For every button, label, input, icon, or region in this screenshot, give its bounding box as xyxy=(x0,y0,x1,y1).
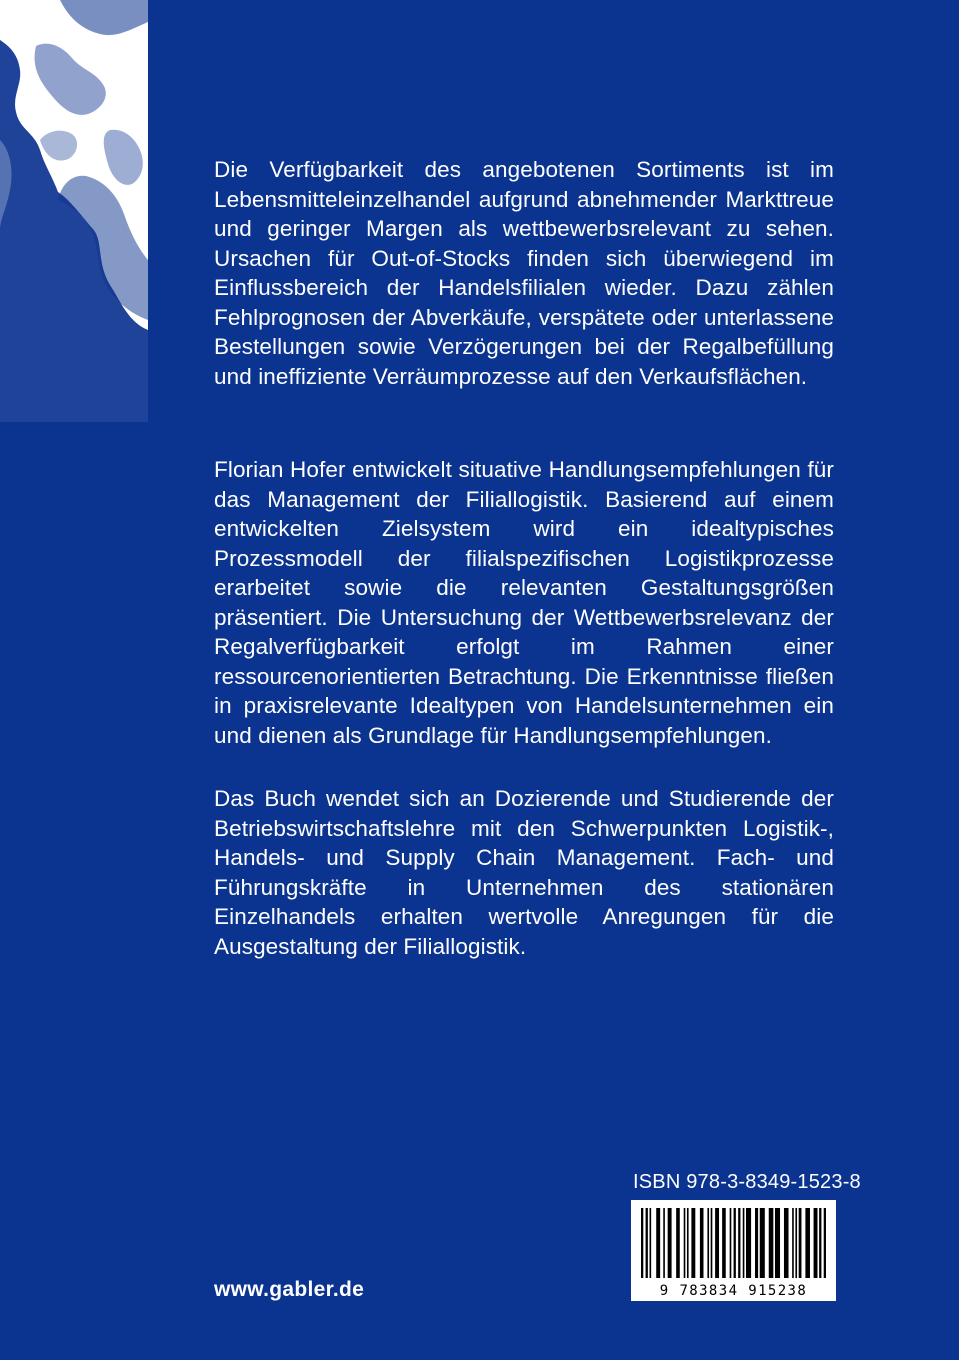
barcode-bar xyxy=(684,1208,686,1278)
barcode-bar xyxy=(819,1208,821,1278)
publisher-website: www.gabler.de xyxy=(214,1278,365,1301)
barcode-bar xyxy=(769,1208,774,1278)
barcode-bar xyxy=(824,1208,826,1278)
barcode-bar xyxy=(656,1208,660,1278)
barcode-bar xyxy=(792,1208,794,1278)
barcode-bar xyxy=(700,1208,704,1278)
barcode-bar xyxy=(691,1208,695,1278)
barcode-bar xyxy=(650,1208,652,1278)
barcode-bar xyxy=(799,1208,802,1278)
barcode-bar xyxy=(707,1208,709,1278)
barcode-bar xyxy=(784,1208,789,1278)
description-paragraph-1: Die Verfügbarkeit des angebotenen Sortiments ist im Lebensmitteleinzelhandel aufgrund abnehmender Markttreue und geringer Margen als wettbewerbsrelevant zu sehen. Ursachen für Out-of-Stocks finden sich überwiegend im Einflussbereich der Handelsfilialen wieder. Dazu zählen Fehlprognosen der Abverkäufe, verspätete oder unterlassene Bestellungen sowie Verzögerungen bei der Regalbefüllung und ineffiziente Verräumprozesse auf den Verkaufsflächen. xyxy=(214,157,834,389)
barcode-bar xyxy=(795,1208,797,1278)
barcode-bar xyxy=(687,1208,689,1278)
barcode-bar xyxy=(722,1208,726,1278)
barcode-bar xyxy=(641,1208,643,1278)
barcode-bar xyxy=(668,1208,672,1278)
barcode-bar xyxy=(646,1208,648,1278)
barcode-bar xyxy=(663,1208,665,1278)
barcode-bar xyxy=(734,1208,736,1278)
barcode-bar xyxy=(738,1208,740,1278)
globe-illustration xyxy=(0,0,148,422)
barcode-bar xyxy=(755,1208,758,1278)
barcode-bar xyxy=(775,1208,780,1278)
description-paragraph-3: Das Buch wendet sich an Dozierende und Studierende der Betriebswirtschaftslehre mit den Schwerpunkten Logistik-, Handels- und Supply Chain Management. Fach- und Führungskräfte in Unternehmen des stationären Einzelhandels erhalten wertvolle Anregungen für die Ausgestaltung der Filiallogistik. xyxy=(214,786,834,959)
barcode-bar xyxy=(814,1208,818,1278)
barcode-bar xyxy=(743,1208,745,1278)
isbn-label: ISBN 978-3-8349-1523-8 xyxy=(633,1171,861,1193)
barcode-bar xyxy=(711,1208,713,1278)
barcode-bar xyxy=(746,1208,751,1278)
barcode-bar xyxy=(730,1208,732,1278)
barcode-icon xyxy=(639,1208,828,1278)
barcode-bar xyxy=(676,1208,680,1278)
barcode-bar xyxy=(805,1208,810,1278)
barcode-bar xyxy=(715,1208,719,1278)
barcode-bar xyxy=(760,1208,765,1278)
description-paragraph-2: Florian Hofer entwickelt situative Handlungsempfehlungen für das Management der Filiallogistik. Basierend auf einem entwickelten Zielsystem wird ein idealtypisches Prozessmodell der filialspezifischen Logistikprozesse erarbeitet sowie die relevanten Gestaltungsgrößen präsentiert. Die Untersuchung der Wettbewerbsrelevanz der Regalverfügbarkeit erfolgt im Rahmen einer ressourcenorientierten Betrachtung. Die Erkenntnisse fließen in praxisrelevante Idealtypen von Handelsunternehmen ein und dienen als Grundlage für Handlungsempfehlungen. xyxy=(214,457,834,748)
barcode-digits: 9 783834 915238 xyxy=(659,1283,808,1299)
barcode xyxy=(631,1200,836,1301)
